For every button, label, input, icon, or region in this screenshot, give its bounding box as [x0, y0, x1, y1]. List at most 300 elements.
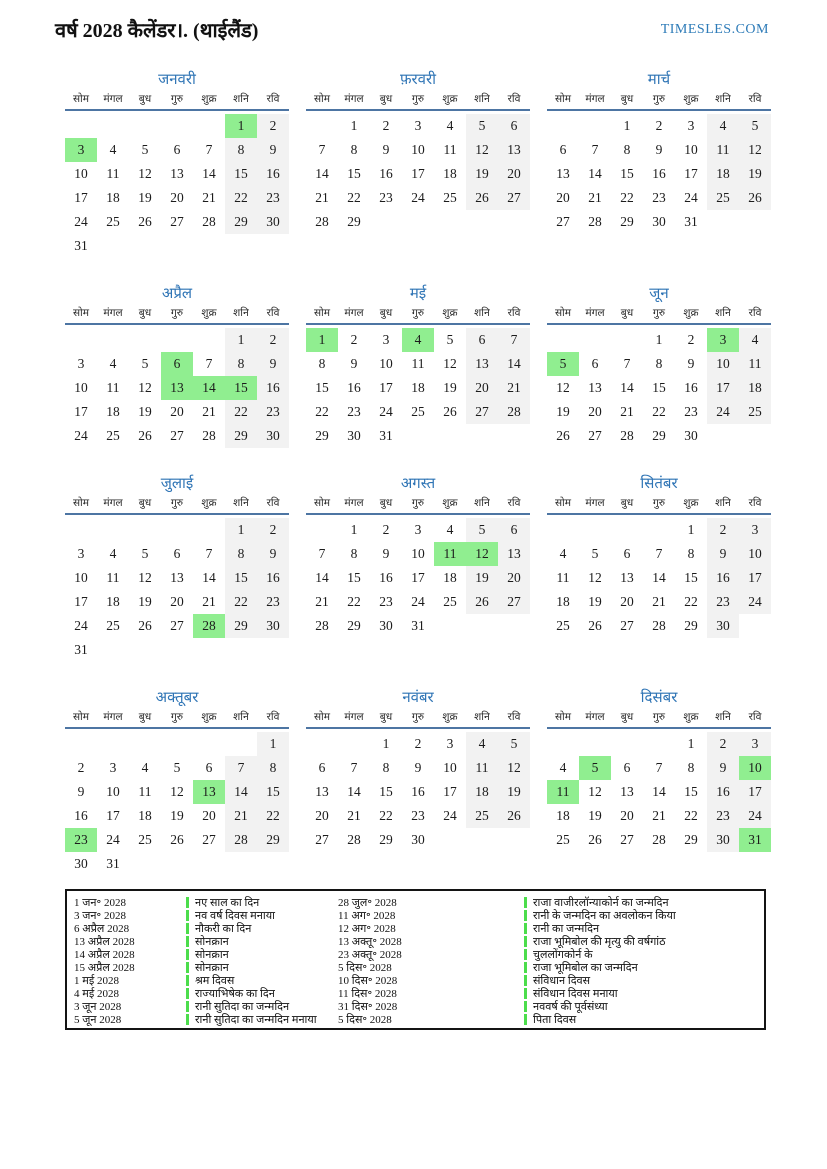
- day-cell: 15: [225, 566, 257, 590]
- empty-cell: [161, 852, 193, 876]
- weekday-label-5: शनि: [474, 712, 490, 723]
- holiday-marker-icon: [524, 923, 527, 934]
- day-cell: 4: [402, 328, 434, 352]
- day-cell: 25: [739, 400, 771, 424]
- holiday-marker-icon: [186, 1014, 189, 1025]
- empty-cell: [434, 828, 466, 852]
- day-cell: 6: [161, 352, 193, 376]
- day-cell: 26: [588, 618, 602, 633]
- day-cell: 31: [411, 618, 425, 633]
- day-cell: 22: [225, 400, 257, 424]
- day-cell: 13: [620, 784, 634, 799]
- empty-cell: [193, 638, 225, 662]
- day-cell: 28: [202, 214, 216, 229]
- weekday-header-row: [306, 306, 530, 325]
- day-cell: 10: [684, 142, 698, 157]
- legend-date: 12 अग॰ 2028: [338, 923, 396, 935]
- day-cell: 25: [707, 186, 739, 210]
- day-cell: 7: [205, 546, 213, 561]
- weekday-label-5: शनि: [715, 94, 731, 105]
- day-cell: 23: [257, 400, 289, 424]
- day-cell: 28: [315, 214, 329, 229]
- empty-cell: [579, 114, 611, 138]
- day-cell: 22: [684, 594, 698, 609]
- holiday-marker-icon: [524, 1001, 527, 1012]
- day-cell: 8: [225, 138, 257, 162]
- day-cell: 4: [446, 522, 454, 537]
- day-cell: 14: [347, 784, 361, 799]
- empty-cell: [547, 328, 579, 352]
- day-cell: 11: [138, 784, 152, 799]
- empty-cell: [97, 518, 129, 542]
- day-cell: 29: [347, 214, 361, 229]
- day-cell: 12: [498, 756, 530, 780]
- day-cell: 10: [707, 352, 739, 376]
- day-cell: 26: [138, 618, 152, 633]
- empty-cell: [65, 114, 97, 138]
- day-cell: 2: [77, 760, 85, 775]
- day-cell: 4: [109, 142, 117, 157]
- weekday-label-1: मंगल: [344, 712, 364, 723]
- weekday-label-2: बुध: [379, 712, 393, 723]
- day-cell: 23: [65, 828, 97, 852]
- legend-holiday-name: रानी सुतिदा का जन्मदिन: [195, 1001, 290, 1013]
- legend-holiday-name: संविधान दिवस: [533, 975, 591, 987]
- day-cell: 26: [588, 832, 602, 847]
- empty-cell: [434, 424, 466, 448]
- weekday-header-row: [65, 710, 289, 729]
- day-cell: 16: [379, 166, 393, 181]
- weekday-label-3: गुरु: [170, 712, 184, 723]
- day-cell: 16: [707, 780, 739, 804]
- day-cell: 15: [257, 780, 289, 804]
- day-cell: 13: [170, 570, 184, 585]
- day-cell: 28: [202, 428, 216, 443]
- day-cell: 19: [498, 780, 530, 804]
- day-cell: 18: [106, 594, 120, 609]
- day-cell: 20: [170, 594, 184, 609]
- day-cell: 17: [74, 594, 88, 609]
- day-cell: 27: [620, 832, 634, 847]
- legend-holiday-name: सोनक्रान: [195, 962, 229, 974]
- empty-cell: [434, 614, 466, 638]
- empty-cell: [466, 424, 498, 448]
- day-cell: 11: [556, 570, 570, 585]
- day-cell: 25: [106, 618, 120, 633]
- day-cell: 6: [559, 142, 567, 157]
- day-cell: 1: [225, 328, 257, 352]
- month-days: [547, 518, 771, 638]
- day-cell: 14: [498, 352, 530, 376]
- day-cell: 27: [170, 618, 184, 633]
- day-cell: 20: [466, 376, 498, 400]
- empty-cell: [643, 518, 675, 542]
- day-cell: 13: [556, 166, 570, 181]
- weekday-label-1: मंगल: [585, 498, 605, 509]
- day-cell: 10: [379, 356, 393, 371]
- day-cell: 25: [106, 214, 120, 229]
- legend-date: 3 जून 2028: [74, 1001, 122, 1013]
- legend-date: 31 दिस॰ 2028: [338, 1001, 398, 1013]
- day-cell: 18: [556, 808, 570, 823]
- day-cell: 30: [379, 618, 393, 633]
- weekday-label-3: गुरु: [411, 94, 425, 105]
- day-cell: 1: [225, 518, 257, 542]
- day-cell: 9: [382, 546, 390, 561]
- day-cell: 13: [588, 380, 602, 395]
- day-cell: 24: [739, 804, 771, 828]
- day-cell: 29: [347, 618, 361, 633]
- day-cell: 2: [687, 332, 695, 347]
- weekday-label-3: गुरु: [411, 498, 425, 509]
- day-cell: 7: [623, 356, 631, 371]
- weekday-label-5: शनि: [715, 712, 731, 723]
- page-title: वर्ष 2028 कैलेंडर।. (थाईलैंड): [55, 20, 259, 42]
- day-cell: 25: [556, 832, 570, 847]
- day-cell: 31: [739, 828, 771, 852]
- weekday-label-3: गुरु: [170, 308, 184, 319]
- day-cell: 8: [687, 760, 695, 775]
- day-cell: 11: [739, 352, 771, 376]
- day-cell: 28: [225, 828, 257, 852]
- empty-cell: [402, 424, 434, 448]
- weekday-label-3: गुरु: [411, 712, 425, 723]
- day-cell: 13: [193, 780, 225, 804]
- day-cell: 28: [347, 832, 361, 847]
- day-cell: 14: [202, 166, 216, 181]
- legend-entry: [186, 1012, 338, 1027]
- day-cell: 30: [257, 614, 289, 638]
- day-cell: 17: [411, 570, 425, 585]
- empty-cell: [611, 328, 643, 352]
- weekday-label-4: शुक्र: [442, 498, 458, 509]
- day-cell: 20: [315, 808, 329, 823]
- weekday-label-6: रवि: [507, 94, 521, 105]
- holiday-marker-icon: [186, 897, 189, 908]
- day-cell: 24: [739, 590, 771, 614]
- day-cell: 5: [466, 518, 498, 542]
- legend-holiday-name: नौकरी का दिन: [195, 923, 252, 935]
- day-cell: 2: [707, 518, 739, 542]
- empty-cell: [225, 638, 257, 662]
- day-cell: 27: [466, 400, 498, 424]
- legend-holiday-name: सोनक्रान: [195, 936, 229, 948]
- legend-date: 10 दिस॰ 2028: [338, 975, 398, 987]
- day-cell: 26: [466, 186, 498, 210]
- day-cell: 4: [109, 356, 117, 371]
- empty-cell: [739, 424, 771, 448]
- day-cell: 10: [739, 542, 771, 566]
- day-cell: 14: [652, 570, 666, 585]
- day-cell: 6: [623, 546, 631, 561]
- empty-cell: [611, 732, 643, 756]
- day-cell: 24: [411, 190, 425, 205]
- weekday-header-row: [306, 92, 530, 111]
- month-title: अप्रैल: [161, 286, 193, 302]
- day-cell: 10: [739, 756, 771, 780]
- day-cell: 29: [620, 214, 634, 229]
- weekday-label-2: बुध: [620, 712, 634, 723]
- day-cell: 17: [684, 166, 698, 181]
- day-cell: 10: [443, 760, 457, 775]
- weekday-label-4: शुक्र: [201, 498, 217, 509]
- empty-cell: [434, 210, 466, 234]
- day-cell: 18: [411, 380, 425, 395]
- day-cell: 3: [739, 732, 771, 756]
- weekday-label-6: रवि: [748, 94, 762, 105]
- weekday-label-1: मंगल: [103, 94, 123, 105]
- legend-date: 5 जून 2028: [74, 1014, 122, 1026]
- day-cell: 28: [652, 618, 666, 633]
- day-cell: 18: [106, 190, 120, 205]
- weekday-label-5: शनि: [233, 94, 249, 105]
- day-cell: 9: [257, 352, 289, 376]
- day-cell: 25: [138, 832, 152, 847]
- day-cell: 29: [315, 428, 329, 443]
- day-cell: 30: [257, 210, 289, 234]
- weekday-label-0: सोम: [72, 308, 90, 319]
- day-cell: 7: [205, 142, 213, 157]
- month-days: [65, 114, 289, 258]
- day-cell: 7: [655, 546, 663, 561]
- weekday-label-4: शुक्र: [683, 712, 699, 723]
- weekday-label-1: मंगल: [103, 308, 123, 319]
- day-cell: 14: [315, 166, 329, 181]
- day-cell: 24: [106, 832, 120, 847]
- day-cell: 22: [347, 190, 361, 205]
- day-cell: 3: [414, 118, 422, 133]
- legend-date: 5 दिस॰ 2028: [338, 1014, 392, 1026]
- day-cell: 28: [588, 214, 602, 229]
- weekday-label-2: बुध: [379, 308, 393, 319]
- day-cell: 18: [443, 570, 457, 585]
- empty-cell: [498, 210, 530, 234]
- weekday-label-6: रवि: [266, 308, 280, 319]
- day-cell: 22: [379, 808, 393, 823]
- day-cell: 24: [74, 428, 88, 443]
- day-cell: 20: [588, 404, 602, 419]
- day-cell: 27: [202, 832, 216, 847]
- legend-date: 11 दिस॰ 2028: [338, 988, 397, 1000]
- day-cell: 23: [707, 590, 739, 614]
- weekday-label-2: बुध: [620, 308, 634, 319]
- day-cell: 6: [205, 760, 213, 775]
- day-cell: 17: [74, 190, 88, 205]
- day-cell: 11: [443, 142, 457, 157]
- day-cell: 13: [498, 138, 530, 162]
- empty-cell: [161, 638, 193, 662]
- day-cell: 18: [443, 166, 457, 181]
- legend-holiday-name: राजा भूमिबोल का जन्मदिन: [533, 962, 638, 974]
- weekday-label-4: शुक्र: [683, 498, 699, 509]
- day-cell: 22: [347, 594, 361, 609]
- day-cell: 13: [161, 376, 193, 400]
- day-cell: 7: [318, 142, 326, 157]
- legend-holiday-name: श्रम दिवस: [195, 975, 235, 987]
- weekday-label-2: बुध: [620, 94, 634, 105]
- day-cell: 30: [411, 832, 425, 847]
- day-cell: 27: [498, 186, 530, 210]
- weekday-label-1: मंगल: [103, 712, 123, 723]
- day-cell: 22: [225, 186, 257, 210]
- weekday-label-0: सोम: [313, 712, 331, 723]
- day-cell: 26: [466, 590, 498, 614]
- legend-date: 14 अप्रैल 2028: [74, 949, 135, 961]
- weekday-header-row: [547, 92, 771, 111]
- day-cell: 18: [138, 808, 152, 823]
- empty-cell: [466, 210, 498, 234]
- day-cell: 10: [411, 546, 425, 561]
- day-cell: 5: [466, 114, 498, 138]
- day-cell: 22: [684, 808, 698, 823]
- legend-date: 6 अप्रैल 2028: [74, 923, 130, 935]
- weekday-label-3: गुरु: [411, 308, 425, 319]
- day-cell: 22: [257, 804, 289, 828]
- legend-date: 1 मई 2028: [74, 975, 119, 987]
- holiday-marker-icon: [186, 988, 189, 999]
- empty-cell: [498, 828, 530, 852]
- holiday-marker-icon: [524, 936, 527, 947]
- weekday-label-5: शनि: [715, 498, 731, 509]
- day-cell: 20: [620, 808, 634, 823]
- day-cell: 17: [443, 784, 457, 799]
- empty-cell: [257, 852, 289, 876]
- day-cell: 1: [306, 328, 338, 352]
- day-cell: 3: [109, 760, 117, 775]
- holiday-legend-grid: [74, 896, 758, 1026]
- day-cell: 16: [684, 380, 698, 395]
- day-cell: 16: [257, 566, 289, 590]
- weekday-label-6: रवि: [507, 498, 521, 509]
- month-title: दिसंबर: [640, 690, 678, 706]
- weekday-header-row: [306, 710, 530, 729]
- empty-cell: [611, 518, 643, 542]
- day-cell: 27: [556, 214, 570, 229]
- weekday-label-0: सोम: [72, 94, 90, 105]
- weekday-label-6: रवि: [748, 308, 762, 319]
- day-cell: 22: [225, 590, 257, 614]
- weekday-label-3: गुरु: [652, 498, 666, 509]
- day-cell: 14: [588, 166, 602, 181]
- day-cell: 8: [655, 356, 663, 371]
- weekday-label-2: बुध: [620, 498, 634, 509]
- day-cell: 1: [655, 332, 663, 347]
- month-days: [306, 328, 530, 448]
- day-cell: 26: [138, 428, 152, 443]
- day-cell: 2: [382, 118, 390, 133]
- day-cell: 2: [655, 118, 663, 133]
- day-cell: 3: [707, 328, 739, 352]
- empty-cell: [707, 210, 739, 234]
- empty-cell: [161, 234, 193, 258]
- day-cell: 9: [350, 356, 358, 371]
- day-cell: 23: [347, 404, 361, 419]
- day-cell: 11: [707, 138, 739, 162]
- day-cell: 6: [466, 328, 498, 352]
- legend-holiday-name: सोनक्रान: [195, 949, 229, 961]
- empty-cell: [65, 328, 97, 352]
- day-cell: 26: [739, 186, 771, 210]
- day-cell: 3: [382, 332, 390, 347]
- day-cell: 11: [106, 166, 120, 181]
- legend-holiday-name: रानी का जन्मदिन: [533, 923, 600, 935]
- empty-cell: [129, 852, 161, 876]
- day-cell: 8: [382, 760, 390, 775]
- day-cell: 21: [225, 804, 257, 828]
- empty-cell: [129, 732, 161, 756]
- day-cell: 6: [498, 114, 530, 138]
- empty-cell: [707, 424, 739, 448]
- day-cell: 21: [315, 190, 329, 205]
- day-cell: 12: [443, 356, 457, 371]
- empty-cell: [161, 518, 193, 542]
- day-cell: 31: [379, 428, 393, 443]
- day-cell: 27: [170, 214, 184, 229]
- day-cell: 25: [411, 404, 425, 419]
- day-cell: 11: [547, 780, 579, 804]
- day-cell: 13: [315, 784, 329, 799]
- day-cell: 18: [466, 780, 498, 804]
- weekday-header-row: [306, 496, 530, 515]
- day-cell: 30: [707, 828, 739, 852]
- weekday-header-row: [65, 306, 289, 325]
- day-cell: 28: [193, 614, 225, 638]
- day-cell: 11: [411, 356, 425, 371]
- empty-cell: [739, 210, 771, 234]
- day-cell: 16: [652, 166, 666, 181]
- day-cell: 9: [655, 142, 663, 157]
- day-cell: 30: [257, 424, 289, 448]
- weekday-label-4: शुक्र: [442, 94, 458, 105]
- day-cell: 20: [202, 808, 216, 823]
- empty-cell: [643, 732, 675, 756]
- empty-cell: [193, 234, 225, 258]
- day-cell: 19: [739, 162, 771, 186]
- day-cell: 21: [202, 190, 216, 205]
- day-cell: 7: [591, 142, 599, 157]
- day-cell: 9: [687, 356, 695, 371]
- month-2: [306, 70, 530, 258]
- weekday-label-5: शनि: [474, 498, 490, 509]
- day-cell: 11: [106, 380, 120, 395]
- day-cell: 13: [498, 542, 530, 566]
- day-cell: 27: [588, 428, 602, 443]
- month-title: मार्च: [647, 72, 671, 88]
- holiday-marker-icon: [524, 949, 527, 960]
- day-cell: 29: [684, 618, 698, 633]
- day-cell: 18: [556, 594, 570, 609]
- empty-cell: [466, 614, 498, 638]
- day-cell: 20: [170, 404, 184, 419]
- day-cell: 29: [225, 424, 257, 448]
- day-cell: 12: [739, 138, 771, 162]
- holiday-marker-icon: [186, 910, 189, 921]
- day-cell: 22: [315, 404, 329, 419]
- legend-holiday-name: चुललोंगकोर्न के: [533, 949, 593, 961]
- month-days: [306, 114, 530, 234]
- day-cell: 7: [350, 760, 358, 775]
- day-cell: 12: [466, 542, 498, 566]
- holiday-marker-icon: [524, 910, 527, 921]
- day-cell: 8: [623, 142, 631, 157]
- day-cell: 27: [170, 428, 184, 443]
- day-cell: 5: [591, 546, 599, 561]
- day-cell: 3: [414, 522, 422, 537]
- month-8: [306, 474, 530, 662]
- day-cell: 9: [414, 760, 422, 775]
- empty-cell: [193, 852, 225, 876]
- site-logo-link[interactable]: TIMESLES.COM: [660, 22, 769, 37]
